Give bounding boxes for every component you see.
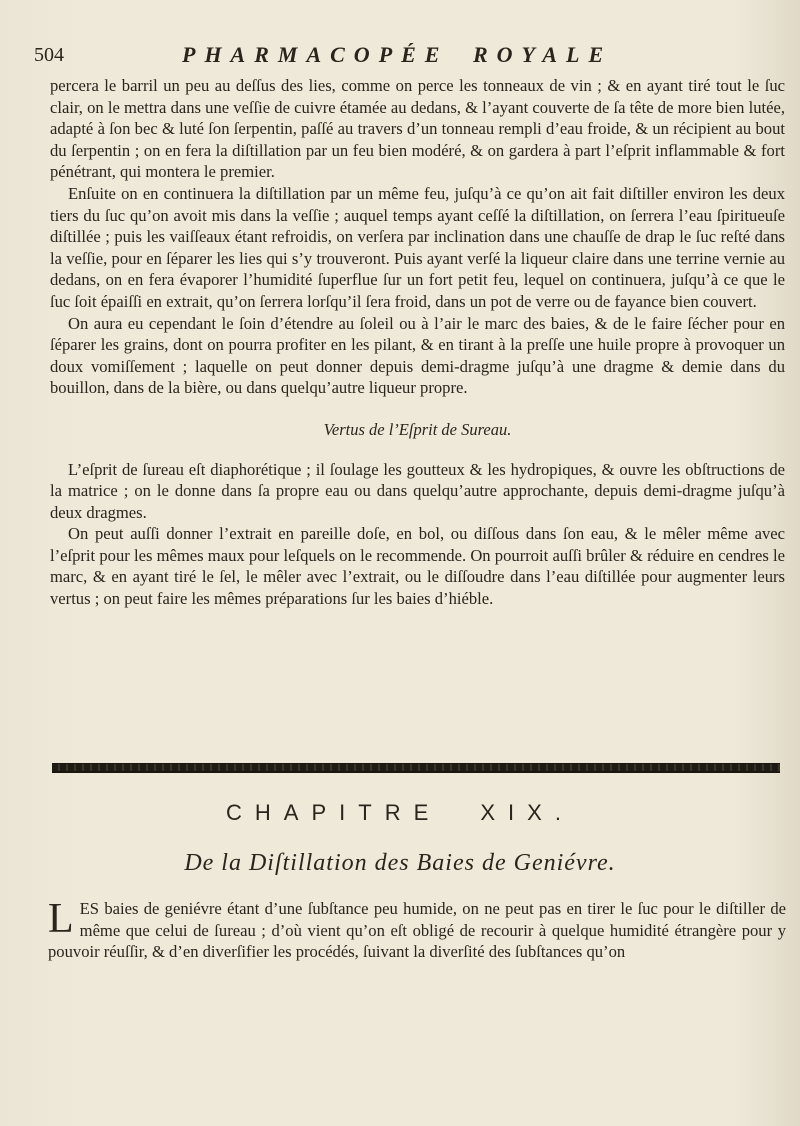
drop-cap: L <box>48 896 74 942</box>
paragraph: Enſuite on en continuera la diſtillation par un même feu, juſqu’à ce qu’on ait fait diſtiller environ les deux tiers du ſuc qu’on avoit mis dans la veſſie ; auquel temps ayant ceſſé la diſtillation, on ſerrera l’eau ſpiritueuſe diſtillée ; puis les vaiſſeaux étant refroidis, on verſera par inclination dans une chauſſe de drap le ſuc reſté dans la veſſie, pour en ſéparer les lies qui s’y trouveront. Puis ayant verſé la liqueur claire dans une terrine vernie au dedans, on en fera évaporer l’humidité ſuperflue ſur un fort petit feu, lequel on continuera, juſqu’à ce que le ſuc ſoit épaiſſi en extrait, qu’on ſerrera lorſqu’il ſera froid, dans un pot de verre ou de fayance bien couvert. <box>50 183 785 311</box>
chapter-subtitle: De la Diſtillation des Baies de Geniévre. <box>184 850 616 876</box>
section-title: Vertus de l’Eſprit de Sureau. <box>323 419 512 439</box>
running-title: PHARMACOPÉE ROYALE <box>182 42 613 67</box>
main-text <box>50 75 785 610</box>
chapter-heading: CHAPITRE XIX. <box>226 800 574 825</box>
chapter-opening-text <box>48 898 786 963</box>
page-header <box>34 42 750 68</box>
paragraph: On aura eu cependant le ſoin d’étendre au ſoleil ou à l’air le marc des baies, & de le faire ſécher pour en ſéparer les grains, dont on pourra profiter en les pilant, & en tirant à la preſſe une huile propre à provoquer un doux vomiſſement ; laquelle on peut donner depuis demi-dragme juſqu’à une dragme & demie dans du bouillon, dans de la bière, ou dans quelqu’autre liqueur propre. <box>50 313 785 398</box>
paragraph: percera le barril un peu au deſſus des lies, comme on perce les tonneaux de vin ; & en ayant tiré tout le ſuc clair, on le mettra dans une veſſie de cuivre étamée au dedans, & l’ayant couverte de ſa tête de more bien lutée, adapté à ſon bec & luté ſon ſerpentin, paſſé au travers d’un tonneau rempli d’eau froide, & un récipient au bout du ſerpentin ; on en fera la diſtillation par un feu bien modéré, & on gardera à part l’eſprit inflammable & fort pénétrant, qui montera le premier. <box>50 76 785 182</box>
paragraph: ES baies de geniévre étant d’une ſubſtance peu humide, on ne peut pas en tirer le ſuc pour le diſtiller de même que celui de ſureau ; d’où vient qu’on eſt obligé de recourir à quelque humidité étrangère pour y pouvoir réuſſir, & d’en diverſifier les procédés, ſuivant la diverſité des ſubſtances qu’on <box>48 899 786 962</box>
paragraph: L’eſprit de ſureau eſt diaphorétique ; il ſoulage les goutteux & les hydropiques, & ouvre les obſtructions de la matrice ; on le donne dans ſa propre eau ou dans quelqu’autre approchante, depuis demi-dragme juſqu’à deux dragmes. <box>50 459 785 522</box>
paragraph: On peut auſſi donner l’extrait en pareille doſe, en bol, ou diſſous dans ſon eau, & le mêler même avec l’eſprit pour les mêmes maux pour leſquels on le recommende. On pourroit auſſi brûler & réduire en cendres le marc, & en ayant tiré le ſel, le mêler avec l’extrait, ou le diſſoudre dans l’eau diſtillée pour augmenter leurs vertus ; on peut faire les mêmes préparations ſur les baies d’hiéble. <box>50 524 785 609</box>
ornamental-rule <box>52 763 780 773</box>
page-number: 504 <box>34 44 64 66</box>
